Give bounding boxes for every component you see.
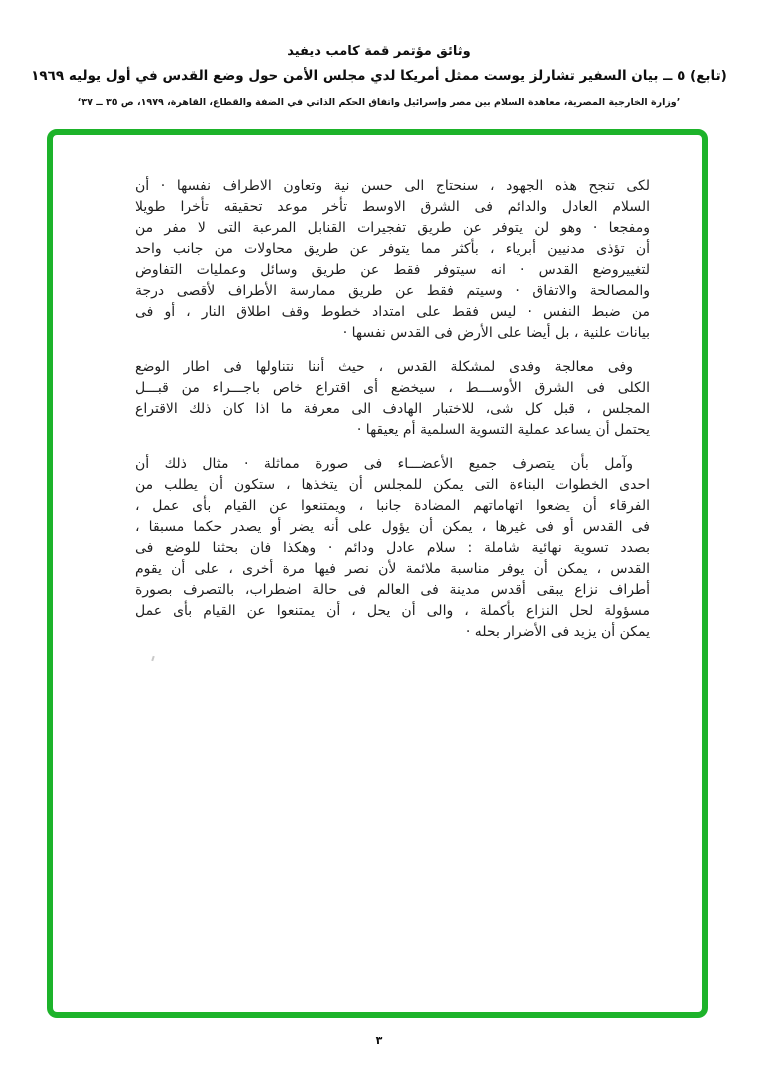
text-line: المجلس ، قبل كل شى، للاختبار الهادف الى معرفة ما اذا كان ذلك الاقتراع	[135, 401, 650, 417]
text-line: لكى تنجح هذه الجهود ، سنحتاج الى حسن نية وتعاون الاطراف نفسها · أن	[135, 178, 650, 194]
text-line: الفرقاء أن يضعوا اتهاماتهم المضادة جانبا ، ويمتنعوا عن القيام بأى عمل ،	[135, 498, 650, 514]
text-line: بصدد تسوية نهائية شاملة : سلام عادل ودائم · وهكذا فان بحثنا للوضع فى	[135, 540, 650, 556]
document-title: (تابع) ٥ ــ بيان السفير تشارلز يوست ممثل أمريكا لدي مجلس الأمن حول وضع القدس في أول يوليه ١٩٦٩	[31, 68, 727, 84]
source-citation: ’وزارة الخارجية المصرية، معاهدة السلام بين مصر وإسرائيل واتفاق الحكم الذاتي في الضفة والقطاع، القاهرة، ١٩٧٩، ص ٣٥ ــ ٣٧‘	[77, 97, 681, 108]
text-line: وفى معالجة وفدى لمشكلة القدس ، حيث أننا نتناولها فى اطار الوضع	[135, 359, 633, 375]
text-line: أن تؤذى مدنيين أبرياء ، بأكثر مما يتوفر عن طريق محاولات من جانب واحد	[135, 241, 650, 257]
text-line: من ضبط النفس · ليس فقط على امتداد خطوط وقف اطلاق النار ، أو فى	[135, 304, 650, 320]
text-line: الكلى فى الشرق الأوســـط ، سيخضع أى اقتراع خاص باجـــراء من قبـــل	[135, 380, 650, 396]
text-line: أطراف نزاع يبقى أقدس مدينة فى العالم فى حالة اضطراب، بالتصرف بصورة	[135, 582, 650, 598]
paragraph-2	[135, 357, 650, 441]
text-line: السلام العادل والدائم فى الشرق الاوسط تأخر موعد تحقيقه تأخرا طويلا	[135, 199, 650, 215]
text-line: وآمل بأن يتصرف جميع الأعضـــاء فى صورة مماثلة · مثال ذلك أن	[135, 456, 633, 472]
text-line: لتغييروضع القدس · انه سيتوفر فقط عن طريق وسائل وعمليات التفاوض	[135, 262, 650, 278]
text-line: ومفجعا · وهو لن يتوفر عن طريق تفجيرات القنابل المرعبة التى لا مفر من	[135, 220, 650, 236]
collection-title: وثائق مؤتمر قمة كامب ديفيد	[287, 44, 471, 59]
text-line: القدس ، يمكن أن يوفر مناسبة ملائمة لأن نصر فيها مرة أخرى ، على أن يقوم	[135, 561, 650, 577]
text-line: يحتمل أن يساعد عملية التسوية السلمية أم يعيقها ·	[356, 422, 650, 438]
green-frame	[47, 129, 708, 1018]
text-line: فى القدس أو فى غيرها ، يمكن أن يؤول على أنه يضر أو يصدر حكما مسبقا ،	[135, 519, 650, 535]
document-body	[135, 176, 650, 656]
text-line: يمكن أن يزيد فى الأضرار بحله ·	[465, 624, 650, 640]
text-line: والمصالحة والاتفاق · وسيتم فقط عن طريق ممارسة الأطراف لأقصى درجة	[135, 283, 650, 299]
text-line: احدى الخطوات البناءة التى يمكن للمجلس أن يتخذها ، ستكون أن يطلب من	[135, 477, 650, 493]
paragraph-3	[135, 454, 650, 643]
text-line: بيانات علنية ، بل أيضا على الأرض فى القدس نفسها ·	[342, 325, 650, 341]
page-number: ٣	[375, 1034, 383, 1047]
text-line: مسؤولة لحل النزاع بأكملة ، والى أن يحل ، أن يمتنعوا عن القيام بأى عمل	[135, 603, 650, 619]
paragraph-1	[135, 176, 650, 344]
